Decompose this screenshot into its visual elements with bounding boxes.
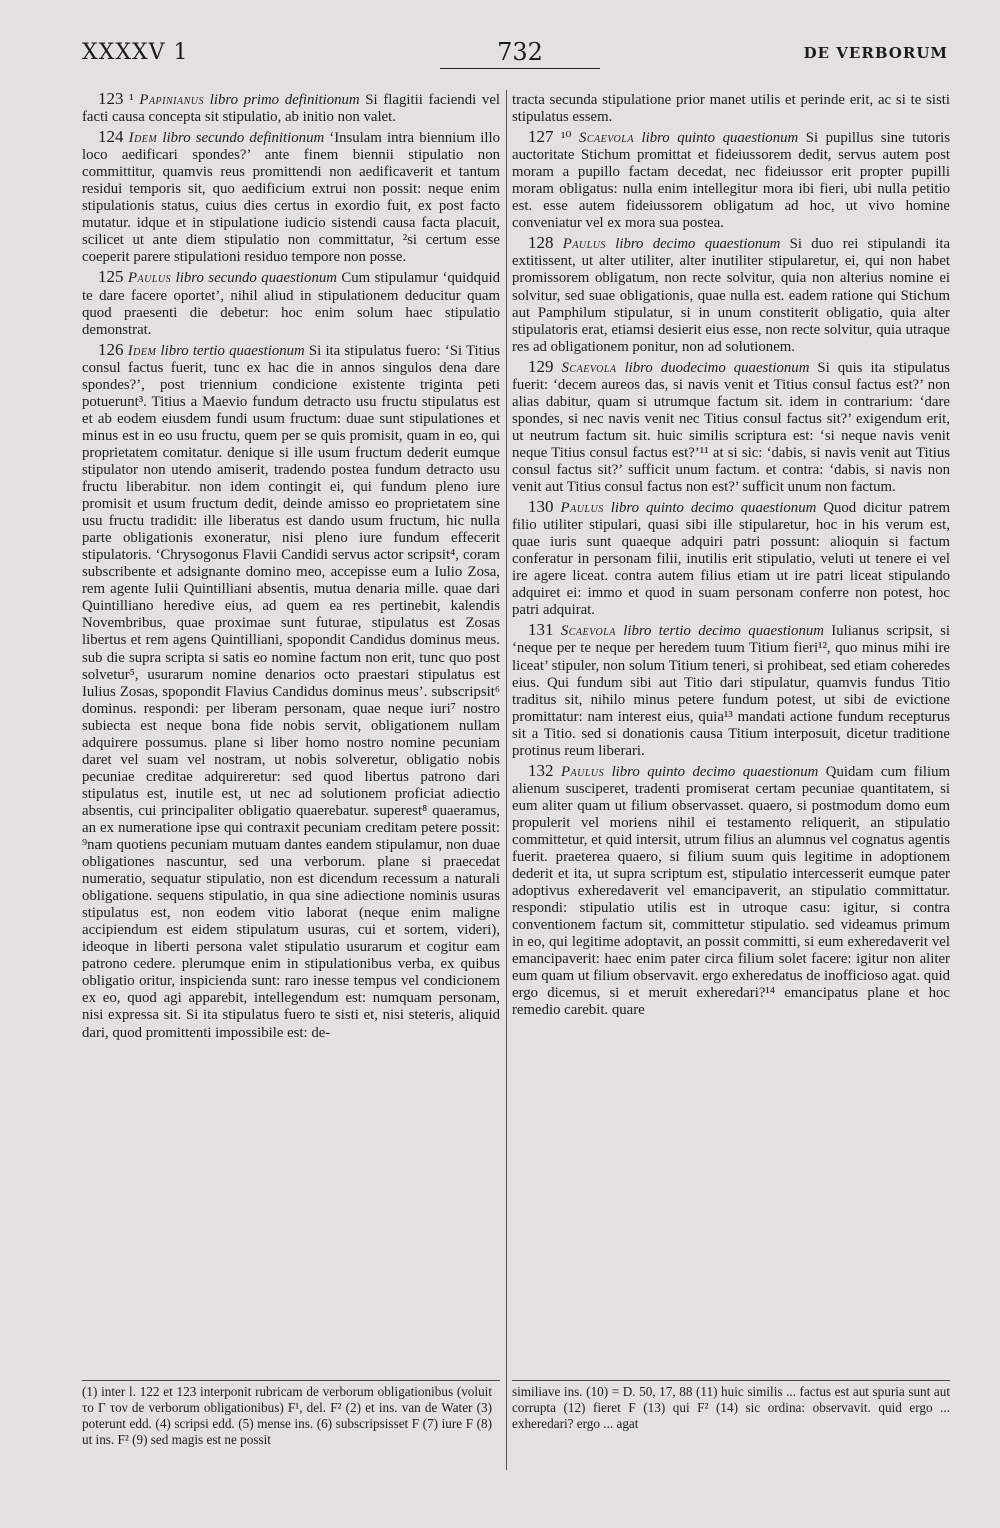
header-book-reference: XXXXV 1 — [82, 40, 189, 65]
footnote-rule-left — [82, 1380, 500, 1381]
paragraph-number: 127 — [528, 127, 554, 147]
jurist-name: Paulus — [562, 236, 606, 253]
paragraph-text: ‘Insulam intra biennium illo loco aedificari spondes?’ ante finem biennii stipulatio non committitur, quamvis reus promittendi non aedificaverit et tantum residui temporis sit, quo aedificium extrui non possit: neque enim stipulationis status, cuius dies certus in exordio fuit, ex post facto mutatur. idque et in stipulatione iudicio sistendi causa facta placuit, scilicet ut ante diem stipulatio non committatur, ²si certum esse coeperit parere stipulationi residuo tempore non posse. — [82, 130, 500, 266]
source-citation: libro tertio decimo quaestionum — [623, 623, 824, 640]
paragraph-text: Si flagitii faciendi vel facti causa concepta sit stipulatio, ab initio non valet. — [82, 92, 500, 126]
paragraph-number: 130 — [528, 497, 554, 517]
jurist-name: Paulus — [127, 270, 172, 287]
footnotes-right — [512, 1384, 950, 1474]
paragraph-text: Quidam cum filium alienum susciperet, tradenti promiserat certam pecuniae quantitatem, si eum aliter quam ut filium observasset. quaero, si postmodum domo eum propulerit vel moriens nihil ei testamento reliquerit, an stipulatio committetur, et quid intersit, utrum filius an alumnus vel cognatus agentis fuerit. praeterea quaero, si filium suum quis legitime in adoptionem dederit et ita, ut supra scriptum est, stipulatio intercesserit eumque pater adoptivus exheredaverit vel emancipaverit, an stipulatio committatur. respondi: stipulatio utilis est in utroque casu: igitur, si contra conventionem factum sit, committetur stipulatio. sed videamus primum in eo, qui legitime adoptavit, an possit committi, si eum exheredaverit vel emancipaverit: haec enim pater circa filium solet facere: igitur non aliter eum quam ut filium observavit. ergo exheredatus de inofficioso agat. quid ergo dicemus, si et meruit exheredari?¹⁴ emancipatus plane et hoc remedio carebit. quare — [512, 763, 950, 1019]
jurist-name: Scaevola — [561, 359, 617, 376]
jurist-name: Paulus — [560, 763, 605, 780]
paragraph-text: Cum stipulamur ‘quidquid te dare facere oportet’, nihil aliud in stipulationem deducitur quam quod praesenti die debetur: hoc enim solum haec stipulatio demonstrat. — [82, 270, 500, 338]
law-paragraph — [82, 341, 500, 1042]
law-paragraph — [82, 268, 500, 338]
right-column — [512, 90, 950, 1378]
left-column — [82, 90, 500, 1378]
paragraph-number: 128 — [528, 233, 554, 253]
paragraph-text: Iulianus scripsit, si ‘neque per te neque per heredem tuum Titium fieri¹², quo minus mihi ire liceat’ stipuler, non solum Titium teneri, si prohibeat, sed etiam coheredes eius. Qui fundum sibi aut Titio dari stipulatur, quamvis fundus Titio traditus sit, nihilo minus petere fundum potest, ut sibi de evictione promittatur: nam interest eius, quia¹³ mandati actione fundum recepturus sit a Titio. sed si donationis causa Titium interposuit, dicetur traditione protinus reum liberari. — [512, 623, 950, 759]
header-title: DE VERBORUM — [803, 44, 948, 62]
source-citation: libro primo definitionum — [209, 92, 360, 108]
law-paragraph — [512, 498, 950, 619]
law-paragraph — [512, 358, 950, 496]
jurist-name: Paulus — [560, 500, 604, 517]
law-paragraph — [82, 90, 500, 126]
source-citation: libro tertio quaestionum — [160, 342, 305, 359]
paragraph-number: 125 — [98, 267, 124, 287]
paragraph-text: Quod dicitur patrem filio utiliter stipulari, quasi sibi ille stipularetur, hoc in his verum est, quae iuris sunt quaeque adquiri patri possunt: alioquin si factum conferatur in personam filii, inutilis erit stipulatio, veluti ut tenere ei vel ire agere liceat. contra autem filius etiam ut ire patri liceat stipulando adquiret ei: immo et quod in suam personam conferre non potest, hoc patri adquirat. — [512, 500, 950, 619]
footnote-mark: ¹ — [129, 92, 134, 108]
paragraph-number: 132 — [528, 760, 554, 780]
jurist-name: Papinianus — [139, 92, 204, 108]
law-paragraph — [512, 621, 950, 759]
footnote-mark: ¹⁰ — [561, 130, 572, 147]
source-citation: libro secundo definitionum — [162, 130, 325, 147]
paragraph-text: tracta secunda stipulatione prior manet utilis et perinde erit, ac si te sisti stipulatus essem. — [512, 92, 950, 126]
law-paragraph — [512, 234, 950, 355]
header-rule — [440, 68, 600, 69]
jurist-name: Idem — [127, 342, 157, 359]
footnotes-left — [82, 1384, 492, 1474]
footnote-rule-right — [512, 1380, 950, 1381]
paragraph-number: 129 — [528, 356, 554, 376]
source-citation: libro quinto quaestionum — [641, 130, 799, 147]
source-citation: libro secundo quaestionum — [175, 270, 337, 287]
jurist-name: Scaevola — [560, 623, 616, 640]
law-paragraph — [82, 128, 500, 266]
paragraph-number: 131 — [528, 620, 554, 640]
paragraph-text: Si pupillus sine tutoris auctoritate Stichum promittat et fideiussorem dedit, servus autem post moram a pupillo factam decedat, nec fideiussor erit propter pupilli moram obligatus: nulla enim intellegitur mora ibi fieri, ubi nulla petitio est. esse autem fideiussorem obligatum ad hoc, ut vivo homine conveniatur vel ex mora sua postea. — [512, 130, 950, 232]
footnote-text: (1) inter l. 122 et 123 interponit rubricam de verborum obligationibus (voluit το Γ τον de verborum obligationibus) F¹, del. F² (2) et ins. van de Water (3) poterunt edd. (4) scripsi edd. (5) mense ins. (6) subscripsisset F (7) iure F (8) ut ins. F² (9) sed magis est ne possit — [82, 1384, 492, 1447]
paragraph-text: Si quis ita stipulatus fuerit: ‘decem aureos das, si navis venit et Titius consul factus est?’ non alias dabitur, quam si utrumque factum sit. idem in contrarium: ‘dare spondes, si nec navis venit nec Titius consul factus sit?’ exigendum erit, ut neutrum factum sit. huic similis scriptura est: ‘si neque navis venit neque Titius consul factus est?’¹¹ at si sic: ‘dabis, si navis venit aut Titius consul factus sit?’ sufficit unum factum. et contra: ‘dabis, si navis non venit aut Titius consul factus non est?’ sufficit unum non factum. — [512, 359, 950, 496]
law-paragraph — [512, 762, 950, 1020]
source-citation: libro quinto decimo quaestionum — [611, 763, 819, 780]
source-citation: libro duodecimo quaestionum — [624, 359, 810, 376]
page-number: 732 — [497, 38, 543, 66]
jurist-name: Scaevola — [578, 130, 634, 147]
paragraph-number: 123 — [98, 90, 124, 108]
source-citation: libro quinto decimo quaestionum — [610, 500, 817, 517]
paragraph-number: 126 — [98, 339, 124, 359]
paragraph-text: Si ita stipulatus fuero: ‘Si Titius consul factus fuerit, tunc ex hac die in annos singulos dena dare spondes?’, post triennium condicione existente triginta peti potuerunt³. Titius a Maevio fundum detracto usu fructu stipulatus est et ab eodem eiusdem fundi usum fructum: duae sunt stipulationes et minus est in eo usu fructu, quem per se quis promisit, quam in eo, qui proprietatem comitatur. denique si ille usum fructum dederit eumque stipulator non utendo amiserit, tradendo postea fundum detracto usu fructu liberabitur. non idem contingit ei, qui fundum pleno iure promisit et usum fructum dedit, deinde amisso eo proprietatem sine usu fructu tradidit: ille liberatus est dando usum fructum, hic nulla parte obligationis exoneratur, nisi pleno iure fundum effecerit stipulatoris. ‘Chrysogonus Flavii Candidi servus actor scripsit⁴, coram subscribente et adsignante domino meo, accepisse eum a Iulio Zosa, rem agente Iulii Quintilliani absentis, mutua denaria mille. quae dari Quintilliano heredive eius, ad quem ea res pertinebit, kalendis Novembribus, quae proximae sunt futurae, stipulatus est Zosas libertus et rem agens Quintilliani, spopondit Candidus dominus meus. sub die supra scripta si satis eo nomine factum non erit, tunc quo post solvetur⁵, usurarum nomine denarios octo praestari stipulatus est Iulius Zosas, spopondit Flavius Candidus dominus meus’. subscripsit⁶ dominus. respondi: per liberam personam, quae neque iuri⁷ nostro subiecta est neque bona fide nobis servit, obligationem nullam adquirere possumus. plane si liber homo nostro nomine pecuniam daret vel suam vel nostram, ut nobis solveretur, obligatio nobis pecuniae creditae adquireretur: sed quod libertus patrono dari stipulatus est, inutile est, ut nec ad solutionem proficiat adiectio absentis, cui principaliter obligatio quaerebatur. superest⁸ quaeramus, an ex numeratione ipse qui contraxit pecuniam creditam petere possit: ⁹nam quotiens pecuniam mutuam dantes eandem stipulamur, non duae obligationes nascuntur, sed una verborum. plane si praecedat numeratio, sequatur stipulatio, non est dicendum recessum a naturali obligatione. sequens stipulatio, in qua sine adiectione nominis usuras stipulatus est, non eodem vitio laborat (neque enim maligne accipiendum est eidem stipulatum usuras, cui et sortem, videri), ideoque in liberti persona valet stipulatio usurarum et cogitur eam patrono cedere. plerumque enim in stipulationibus verba, ex quibus obligatio oritur, inspicienda sunt: raro inesse tempus vel condicionem ex eo, quod agi apparebit, intellegendum est: numquam personam, nisi expressa sit. Si ita stipulatus fuero te sisti et, nisi steteris, aliquid dari, quod promittenti impossibile est: de- — [82, 342, 500, 1041]
running-header — [0, 36, 1000, 76]
law-paragraph — [512, 90, 950, 126]
column-divider — [506, 90, 507, 1470]
source-citation: libro decimo quaestionum — [615, 236, 781, 253]
footnote-text: similiave ins. (10) = D. 50, 17, 88 (11) huic similis ... factus est aut spuria sunt aut corrupta (12) fieret F (13) qui F² (14) sic ordina: observavit. quid ergo ... exheredari? ergo ... agat — [512, 1384, 950, 1431]
paragraph-number: 124 — [98, 127, 124, 147]
law-paragraph — [512, 128, 950, 232]
jurist-name: Idem — [128, 130, 158, 147]
paragraph-text: Si duo rei stipulandi ita extitissent, ut alter utiliter, alter inutiliter stipularetur, ei, qui non habet promissorem obligatum, non recte solvitur, quia non alterius nomine ei solvitur, sed suae obligationis, quae nulla est. eadem ratione qui Stichum aut Pamphilum stipulatur, si in unum constiterit obligatio, quia alter stipulatoris erat, etiamsi desierit eius esse, non recte solvitur, quia utraque res ad obligationem ponitur, non ad solutionem. — [512, 236, 950, 355]
